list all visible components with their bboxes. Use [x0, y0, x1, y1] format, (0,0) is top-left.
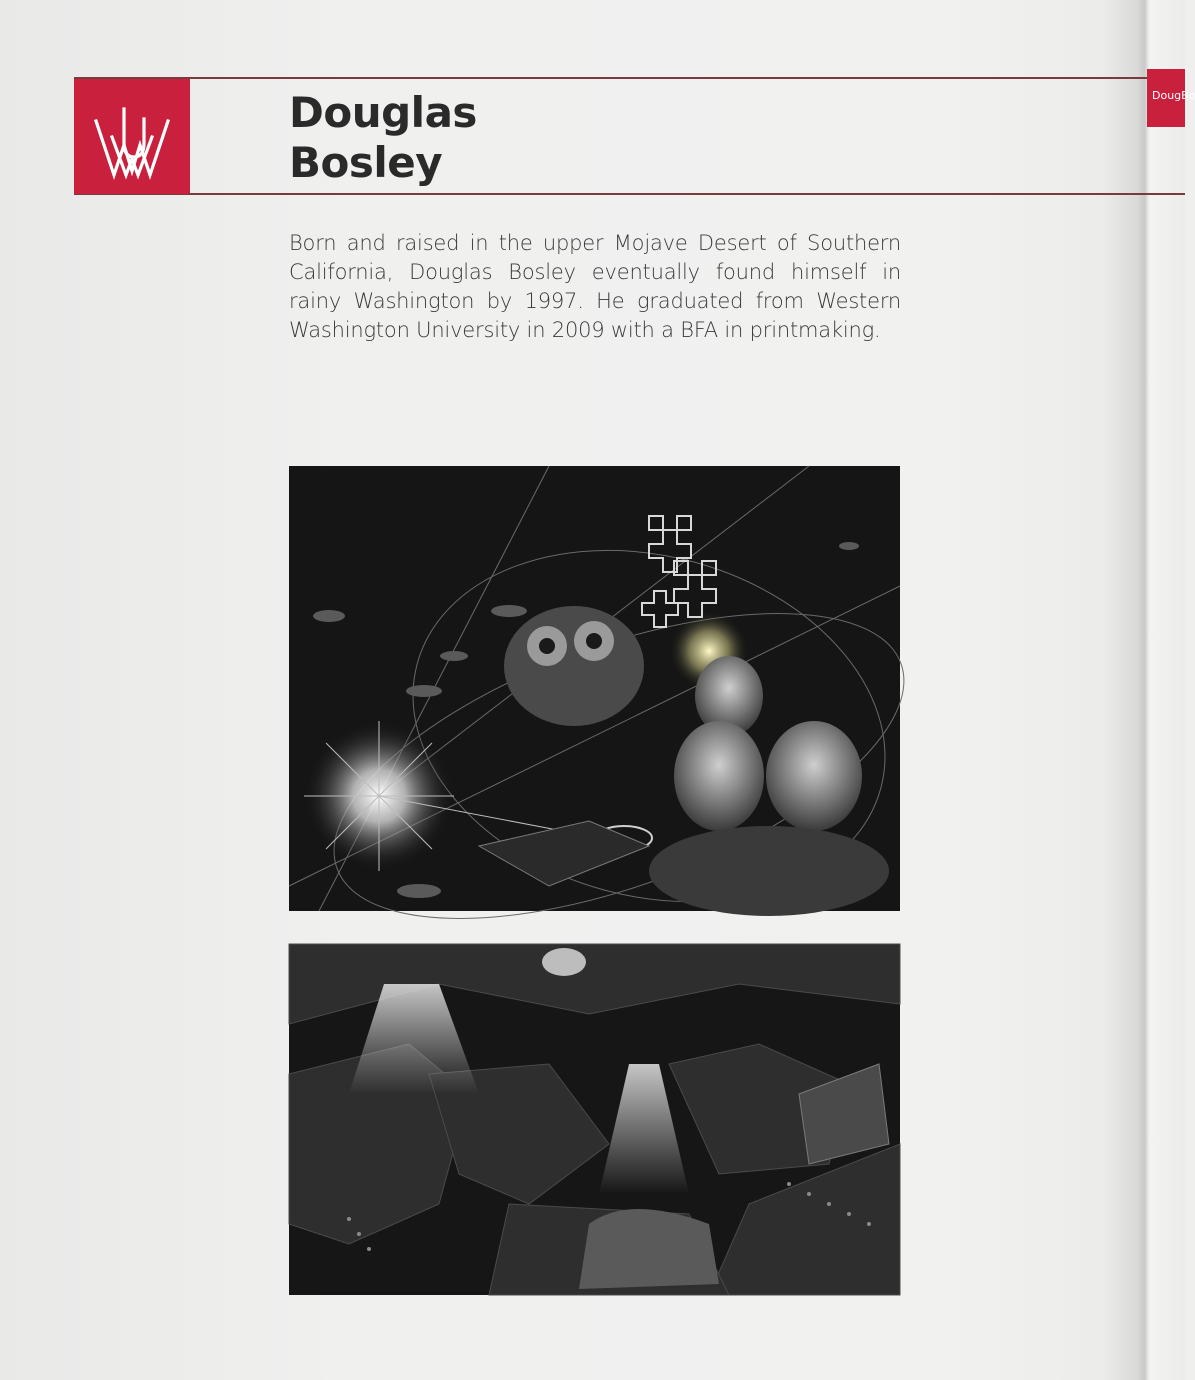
printmaking-image-icon	[289, 466, 900, 911]
printmaking-image-icon	[289, 944, 900, 1295]
header-top-rule	[74, 77, 1185, 79]
next-page-tab	[1147, 69, 1195, 127]
next-page-tab-label: DougBo	[1152, 89, 1195, 102]
page-title	[289, 88, 477, 188]
logo-badge	[74, 79, 190, 194]
wjw-logo-icon	[74, 79, 190, 194]
title-first-name: Douglas	[289, 88, 477, 137]
artist-bio: Born and raised in the upper Mojave Desert of Southern California, Douglas Bosley eventually found himself in rainy Washington by 1997. He graduated from Western Washington University in 2009 with a BFA in printmaking.	[289, 231, 901, 342]
title-last-name: Bosley	[289, 138, 443, 187]
header-bottom-rule	[74, 193, 1185, 195]
artwork-tarsier-lab	[289, 466, 900, 911]
artwork-cavern	[289, 944, 900, 1295]
